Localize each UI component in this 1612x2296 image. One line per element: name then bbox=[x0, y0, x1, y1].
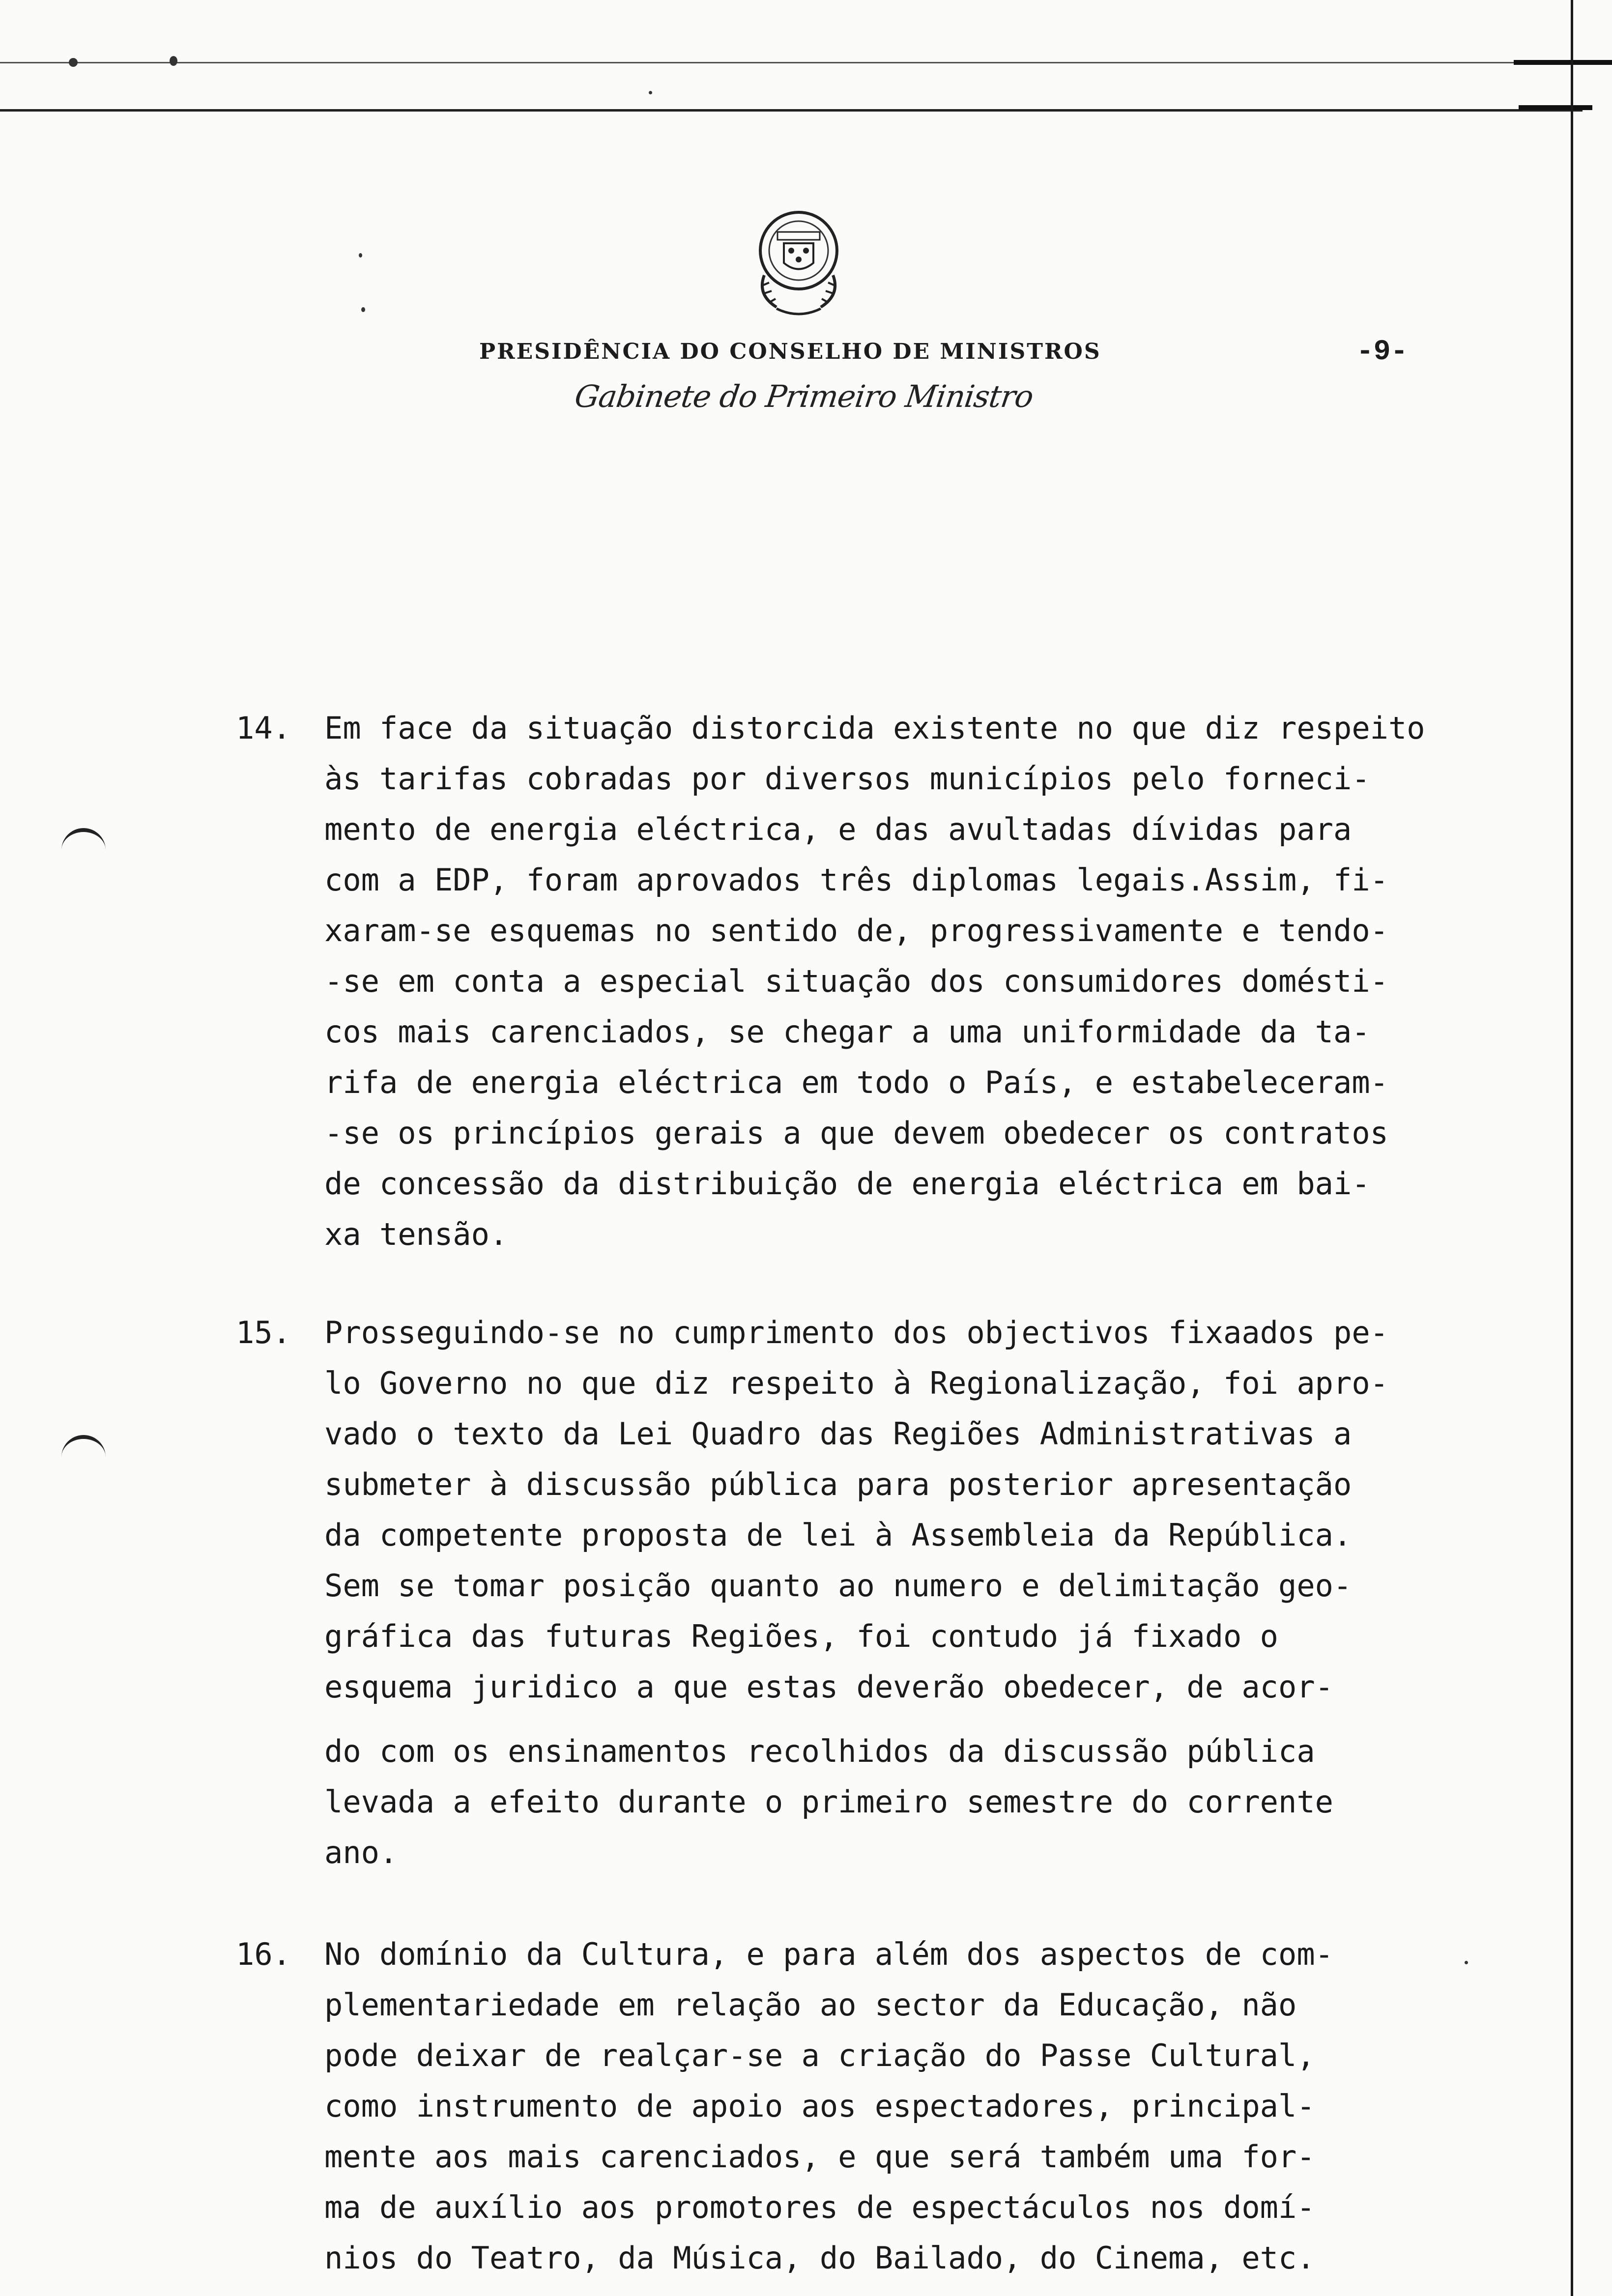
text-line: como instrumento de apoio aos espectadores, principal- bbox=[324, 2088, 1315, 2124]
margin-mark bbox=[61, 828, 106, 852]
text-line: de concessão da distribuição de energia eléctrica em bai- bbox=[324, 1166, 1370, 1202]
coat-of-arms-seal bbox=[742, 201, 855, 324]
paragraph-body bbox=[324, 1929, 1333, 2283]
text-line: Em face da situação distorcida existente no que diz respeito bbox=[324, 710, 1425, 746]
text-line: mente aos mais carenciados, e que será também uma for- bbox=[324, 2139, 1315, 2175]
speck bbox=[361, 307, 365, 312]
speck bbox=[1465, 1961, 1468, 1964]
text-line: cos mais carenciados, se chegar a uma uniformidade da ta- bbox=[324, 1014, 1370, 1050]
paragraph-body bbox=[324, 703, 1425, 1260]
top-rule-smudge bbox=[1514, 60, 1612, 65]
second-rule bbox=[0, 109, 1583, 112]
text-line: Sem se tomar posição quanto ao numero e delimitação geo- bbox=[324, 1568, 1352, 1604]
text-line: Prosseguindo-se no cumprimento dos objectivos fixaados pe- bbox=[324, 1315, 1388, 1350]
speck bbox=[649, 91, 652, 94]
text-line: rifa de energia eléctrica em todo o País, e estabeleceram- bbox=[324, 1064, 1388, 1100]
text-line: gráfica das futuras Regiões, foi contudo já fixado o bbox=[324, 1618, 1279, 1654]
text-line: No domínio da Cultura, e para além dos aspectos de com- bbox=[324, 1936, 1333, 1972]
text-line: nios do Teatro, da Música, do Bailado, do Cinema, etc. bbox=[324, 2240, 1315, 2276]
text-line: submeter à discussão pública para posterior apresentação bbox=[324, 1466, 1352, 1502]
institution-title: PRESIDÊNCIA DO CONSELHO DE MINISTROS bbox=[479, 339, 1101, 364]
office-subtitle: Gabinete do Primeiro Ministro bbox=[572, 378, 1036, 414]
paragraph-body bbox=[324, 1307, 1388, 1878]
margin-mark bbox=[61, 1435, 106, 1459]
text-line: levada a efeito durante o primeiro semestre do corrente bbox=[324, 1784, 1333, 1820]
speck bbox=[170, 56, 177, 66]
text-line: do com os ensinamentos recolhidos da discussão pública bbox=[324, 1733, 1315, 1769]
paragraph-number: 14. bbox=[236, 710, 291, 746]
text-line: ano. bbox=[324, 1835, 398, 1870]
text-line: mento de energia eléctrica, e das avultadas dívidas para bbox=[324, 811, 1352, 847]
text-line: ma de auxílio aos promotores de espectáculos nos domí- bbox=[324, 2189, 1315, 2225]
text-line: xaram-se esquemas no sentido de, progressivamente e tendo- bbox=[324, 913, 1388, 948]
text-line: da competente proposta de lei à Assembleia da República. bbox=[324, 1517, 1352, 1553]
speck bbox=[359, 253, 362, 258]
text-line: esquema juridico a que estas deverão obedecer, de acor- bbox=[324, 1669, 1333, 1705]
text-line: às tarifas cobradas por diversos municípios pelo forneci- bbox=[324, 761, 1370, 797]
top-rule bbox=[0, 62, 1612, 63]
text-line: -se em conta a especial situação dos consumidores domésti- bbox=[324, 963, 1388, 999]
speck bbox=[69, 58, 78, 67]
right-edge-line bbox=[1571, 0, 1573, 2296]
page-number: -9- bbox=[1356, 336, 1408, 368]
paragraph-number: 16. bbox=[236, 1936, 291, 1972]
paragraph-number: 15. bbox=[236, 1315, 291, 1350]
text-line: vado o texto da Lei Quadro das Regiões Administrativas a bbox=[324, 1416, 1352, 1452]
text-line: pode deixar de realçar-se a criação do Passe Cultural, bbox=[324, 2038, 1315, 2073]
text-line: com a EDP, foram aprovados três diplomas legais.Assim, fi- bbox=[324, 862, 1388, 898]
text-line: -se os princípios gerais a que devem obedecer os contratos bbox=[324, 1115, 1388, 1151]
text-line: plementariedade em relação ao sector da Educação, não bbox=[324, 1987, 1297, 2023]
second-rule-smudge bbox=[1519, 105, 1592, 110]
text-line: xa tensão. bbox=[324, 1216, 508, 1252]
text-line: lo Governo no que diz respeito à Regionalização, foi apro- bbox=[324, 1365, 1388, 1401]
